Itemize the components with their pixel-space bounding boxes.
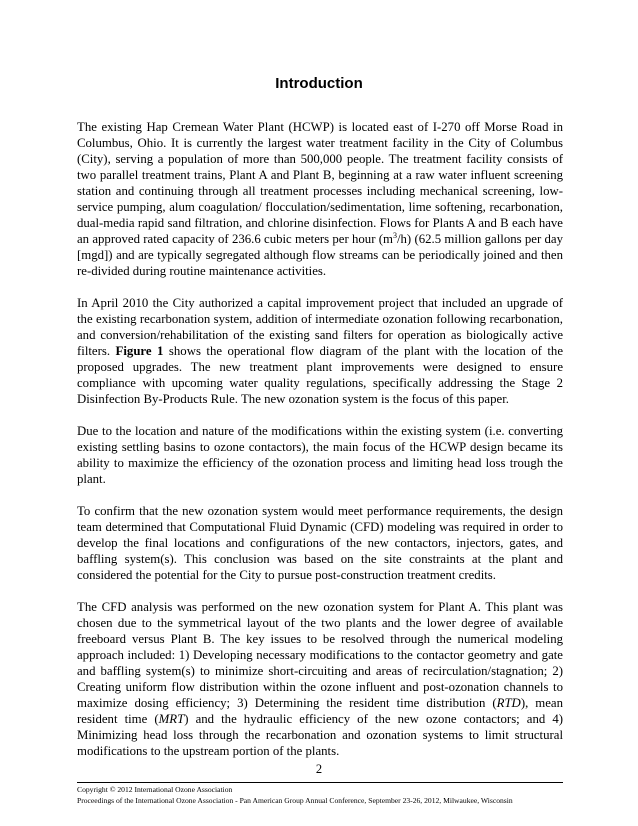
- footer-copyright: Copyright © 2012 International Ozone Association: [77, 785, 233, 794]
- paragraph-5-text-a: The CFD analysis was performed on the new ozonation system for Plant A. This plant was chosen due to the symmetrical layout of the two plants and the lower degree of available freeboard versus Plant B. The key issues to be resolved through the numerical modeling approach included: 1) Developing necessary modifications to the contactor geometry and gate and baffling system(s) to minimize short-circuiting and areas of recirculation/stagnation; 2) Creating uniform flow distribution within the ozone influent and post-ozonation channels to maximize dosing efficiency; 3) Determining the resident time distribution (: [77, 600, 563, 710]
- mrt-term: MRT: [158, 712, 185, 726]
- section-heading: Introduction: [275, 75, 363, 92]
- figure-reference: Figure 1: [115, 344, 164, 358]
- paragraph-2-text-b: shows the operational flow diagram of the plant with the location of the proposed upgrades. The new treatment plant improvements were designed to ensure compliance with upcoming water quality regulations, specifically addressing the Stage 2 Disinfection By-Products Rule. The new ozonation system is the focus of this paper.: [77, 344, 564, 406]
- paragraph-3: Due to the location and nature of the modifications within the existing system (i.e. converting existing settling basins to ozone contactors), the main focus of the HCWP design became its ability to maximize the efficiency of the ozonation process and limiting head loss trough the plant.: [77, 424, 563, 486]
- paragraph-1-text-a: The existing Hap Cremean Water Plant (HCWP) is located east of I-270 off Morse Road in Columbus, Ohio. It is currently the largest water treatment facility in the City of Columbus (City), serving a population of more than 500,000 people. The treatment facility consists of two parallel treatment trains, Plant A and Plant B, beginning at a raw water influent screening station and continuing through all treatment processes including mechanical screening, low-service pumping, alum coagulation/ flocculation/sedimentation, lime softening, recarbonation, dual-media rapid sand filtration, and chlorine disinfection. Flows for Plants A and B each have an approved rated capacity of 236.6 cubic meters per hour (m: [77, 120, 563, 246]
- footer-divider: [77, 782, 563, 783]
- body-text: [77, 119, 563, 775]
- superscript-3: 3: [392, 231, 397, 240]
- footer-proceedings: Proceedings of the International Ozone Association - Pan American Group Annual Conference, September 23-26, 2012, Milwaukee, Wisconsin: [77, 795, 513, 805]
- paragraph-5-text-b: ), mean resident time (: [77, 696, 563, 726]
- paragraph-1-text-b: /h) (62.5 million gallons per day [mgd]) and are typically segregated although flow streams can be periodically joined and then re-divided during routine maintenance activities.: [77, 232, 563, 278]
- paragraph-2: [77, 295, 563, 407]
- footer: [77, 785, 563, 806]
- paragraph-2-text-a: In April 2010 the City authorized a capital improvement project that included an upgrade of the existing recarbonation system, addition of intermediate ozonation following recarbonation, and conversion/rehabilitation of the existing sand filters for operation as biologically active filters.: [77, 296, 563, 358]
- rtd-term: RTD: [496, 696, 521, 710]
- paragraph-5: [77, 599, 563, 759]
- paragraph-4: To confirm that the new ozonation system would meet performance requirements, the design team determined that Computational Fluid Dynamic (CFD) modeling was required in order to develop the final locations and configurations of the new contactors, injectors, gates, and baffling system(s). This conclusion was based on the site constraints at the plant and considered the potential for the City to pursue post-construction treatment credits.: [77, 504, 563, 582]
- paragraph-5-text-c: ) and the hydraulic efficiency of the new ozone contactors; and 4) Minimizing head loss through the recarbonation and ozonation systems to limit structural modifications to the upstream portion of the plants.: [77, 712, 563, 758]
- paragraph-1: [77, 119, 563, 279]
- page-number: 2: [315, 762, 323, 776]
